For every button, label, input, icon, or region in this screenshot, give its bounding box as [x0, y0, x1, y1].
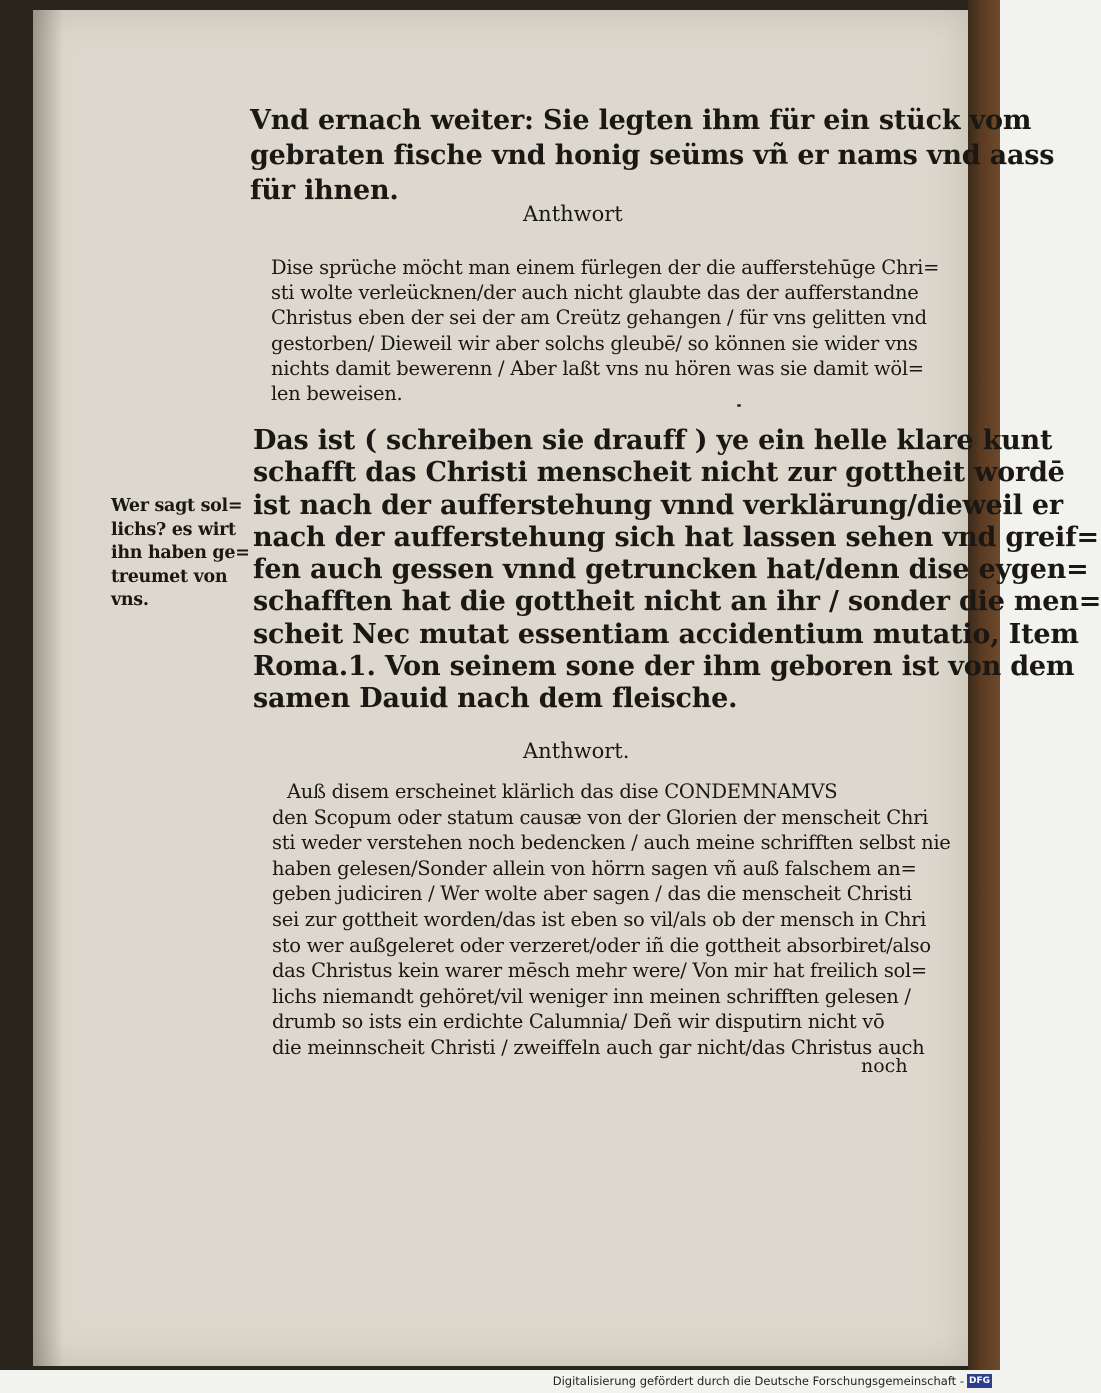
- gutter-shadow: [33, 10, 63, 1366]
- section-heading-2: Anthwort.: [523, 739, 630, 763]
- text-line: ist nach der aufferstehung vnnd verklärung/dieweil er: [253, 489, 1063, 521]
- text-line: geben judiciren / Wer wolte aber sagen / das die menscheit Christi: [272, 882, 912, 906]
- catchword: noch: [861, 1055, 908, 1077]
- text-line: Christus eben der sei der am Creütz gehangen / für vns gelitten vnd: [271, 306, 927, 330]
- text-line: lichs niemandt gehöret/vil weniger inn meinen schrifften gelesen /: [272, 984, 911, 1008]
- text-line: die meinnscheit Christi / zweiffeln auch gar nicht/das Christus auch: [272, 1035, 925, 1059]
- dfg-logo: DFG: [968, 1376, 990, 1386]
- text-line: samen Dauid nach dem fleische.: [253, 683, 738, 715]
- text-line: das Christus kein warer mēsch mehr were/ Von mir hat freilich sol=: [272, 959, 927, 983]
- paragraph-1: [250, 103, 1054, 208]
- footer-bar: [0, 1370, 1000, 1393]
- answer-2: [272, 779, 951, 1061]
- answer-1: [271, 255, 939, 406]
- text-line: sei zur gottheit worden/das ist eben so vil/als ob der mensch in Chri: [272, 907, 927, 931]
- text-line: len beweisen.: [271, 382, 403, 406]
- text-line: gebraten fische vnd honig seüms vñ er nams vnd aass: [250, 140, 1055, 171]
- text-line: Das ist ( schreiben sie drauff ) ye ein helle klare kunt: [253, 425, 1053, 456]
- text-line: Wer sagt sol=: [111, 496, 243, 516]
- text-line: Roma.1. Von seinem sone der ihm geboren ist von dem: [253, 651, 1075, 683]
- text-line: vns.: [111, 590, 149, 610]
- text-line: ihn haben ge=: [111, 543, 250, 563]
- text-line: sti weder verstehen noch bedencken / auch meine schrifften selbst nie: [272, 831, 951, 855]
- text-line: Dise sprüche möcht man einem fürlegen der die aufferstehūge Chri=: [271, 256, 940, 279]
- text-line: nichts damit bewerenn / Aber laßt vns nu hören was sie damit wöl=: [271, 356, 924, 380]
- text-line: schafft das Christi menscheit nicht zur gottheit wordē: [253, 457, 1065, 489]
- text-line: für ihnen.: [250, 175, 399, 206]
- text-line: scheit Nec mutat essentiam accidentium mutatio, Item: [253, 618, 1079, 650]
- text-line: den Scopum oder statum causæ von der Glorien der menscheit Chri: [272, 805, 929, 829]
- text-line: nach der aufferstehung sich hat lassen sehen vnd greif=: [253, 521, 1099, 553]
- text-line: sti wolte verleücknen/der auch nicht glaubte das der aufferstandne: [271, 281, 919, 305]
- paragraph-2: [253, 425, 1101, 716]
- text-line: lichs? es wirt: [111, 519, 236, 540]
- margin-note: [111, 495, 250, 613]
- text-line: haben gelesen/Sonder allein von hörrn sagen vñ auß falschem an=: [272, 856, 917, 880]
- text-line: Vnd ernach weiter: Sie legten ihm für ein stück vom: [250, 105, 1032, 136]
- section-heading-1: Anthwort: [523, 202, 623, 226]
- text-line: schafften hat die gottheit nicht an ihr / sonder die men=: [253, 586, 1101, 618]
- text-line: sto wer außgeleret oder verzeret/oder iñ die gottheit absorbiret/also: [272, 933, 931, 957]
- text-line: gestorben/ Dieweil wir aber solchs gleubē/ so können sie wider vns: [271, 331, 918, 355]
- text-line: Auß disem erscheinet klärlich das dise CONDEMNAMVS: [287, 780, 838, 803]
- text-line: drumb so ists ein erdichte Calumnia/ Deñ wir disputirn nicht vō: [272, 1010, 885, 1034]
- text-line: treumet von: [111, 566, 228, 587]
- text-line: fen auch gessen vnnd getruncken hat/denn dise eygen=: [253, 554, 1089, 586]
- footer-credit: Digitalisierung gefördert durch die Deutsche Forschungsgemeinschaft -: [552, 1374, 964, 1388]
